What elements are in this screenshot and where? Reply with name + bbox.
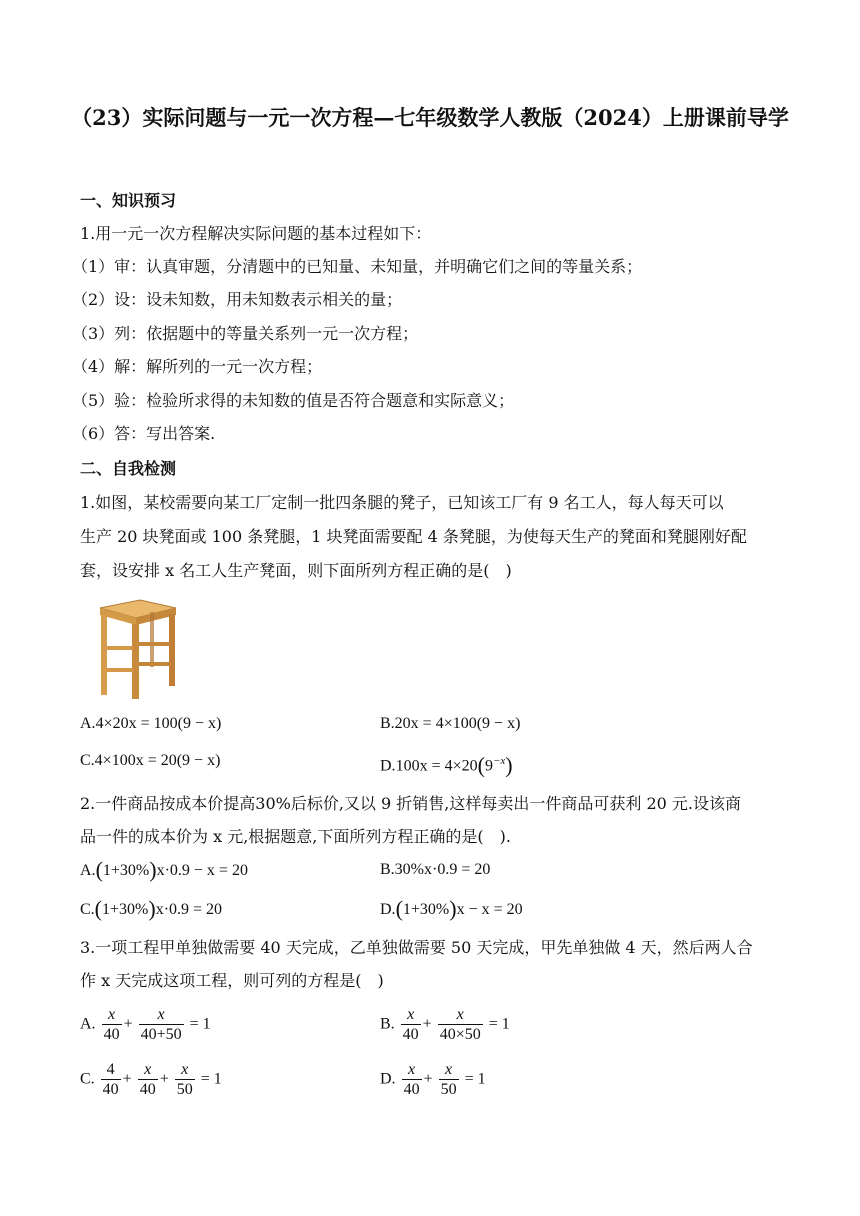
q2-option-a[interactable]: A.(1+30%)x·0.9 − x = 20 xyxy=(80,857,248,882)
q1-option-d[interactable]: $D.100x = 4\times 20(9^{-x})$ xyxy=(380,752,513,778)
q2-line-1: 2.一件商品按成本价提高30%后标价,又以 9 折销售,这样每卖出一件商品可获利 20 元.设该商 xyxy=(80,794,741,813)
q1-option-c[interactable]: C.4×100x = 20(9 − x) xyxy=(80,752,221,769)
q1-option-a[interactable]: A.4×20x = 100(9 − x) xyxy=(80,715,222,732)
wooden-stool-image xyxy=(92,598,182,700)
q2-option-d[interactable]: D.(1+30%)x − x = 20 xyxy=(380,896,523,921)
step-2: （2）设：设未知数，用未知数表示相关的量； xyxy=(72,290,403,309)
q2-option-b[interactable]: B.30%x·0.9 = 20 xyxy=(380,861,491,878)
q2-option-c[interactable]: C.(1+30%)x·0.9 = 20 xyxy=(80,896,223,921)
section-heading-selftest: 二、自我检测 xyxy=(80,459,177,478)
q1-line-2: 生产 20 块凳面或 100 条凳腿，1 块凳面需要配 4 条凳腿，为使每天生产的凳面和凳腿刚好配 xyxy=(80,527,747,546)
q3-line-1: 3.一项工程甲单独做需要 40 天完成，乙单独做需要 50 天完成，甲先单独做 4 天，然后两人合 xyxy=(80,938,753,957)
page-title: （23）实际问题与一元一次方程—七年级数学人教版（2024）上册课前导学 xyxy=(71,105,789,130)
q3-line-2: 作 x 天完成这项工程，则可列的方程是( ) xyxy=(80,971,384,990)
q3-option-a[interactable]: A. $\frac{x}{40}$ + $\frac{x}{40+50}$ = 1 xyxy=(80,1006,211,1043)
q1-line-1: 1.如图，某校需要向某工厂定制一批四条腿的凳子，已知该工厂有 9 名工人，每人每天可以 xyxy=(80,493,724,512)
step-4: （4）解：解所列的一元一次方程； xyxy=(72,357,323,376)
q2-line-2: 品一件的成本价为 x 元,根据题意,下面所列方程正确的是( ). xyxy=(80,827,511,846)
preview-intro: 1.用一元一次方程解决实际问题的基本过程如下： xyxy=(80,224,432,243)
q3-option-d[interactable]: D. $\frac{x}{40}$ + $\frac{x}{50}$ = 1 xyxy=(380,1061,486,1098)
section-heading-preview: 一、知识预习 xyxy=(80,191,177,210)
q1-option-b[interactable]: B.20x = 4×100(9 − x) xyxy=(380,715,521,732)
step-3: （3）列：依据题中的等量关系列一元一次方程； xyxy=(72,324,419,343)
q1-line-3: 套，设安排 x 名工人生产凳面，则下面所列方程正确的是( ) xyxy=(80,561,512,580)
step-1: （1）审：认真审题，分清题中的已知量、未知量，并明确它们之间的等量关系； xyxy=(72,257,643,276)
q3-option-b[interactable]: B. $\frac{x}{40}$ + $\frac{x}{40\times 50}$ = 1 xyxy=(380,1006,510,1043)
step-5: （5）验：检验所求得的未知数的值是否符合题意和实际意义； xyxy=(72,391,515,410)
step-6: （6）答：写出答案. xyxy=(72,424,216,443)
q3-option-c[interactable]: C. $\frac{4}{40}$ + $\frac{x}{40}$ + $\frac{x}{50}$ = 1 xyxy=(80,1061,222,1098)
